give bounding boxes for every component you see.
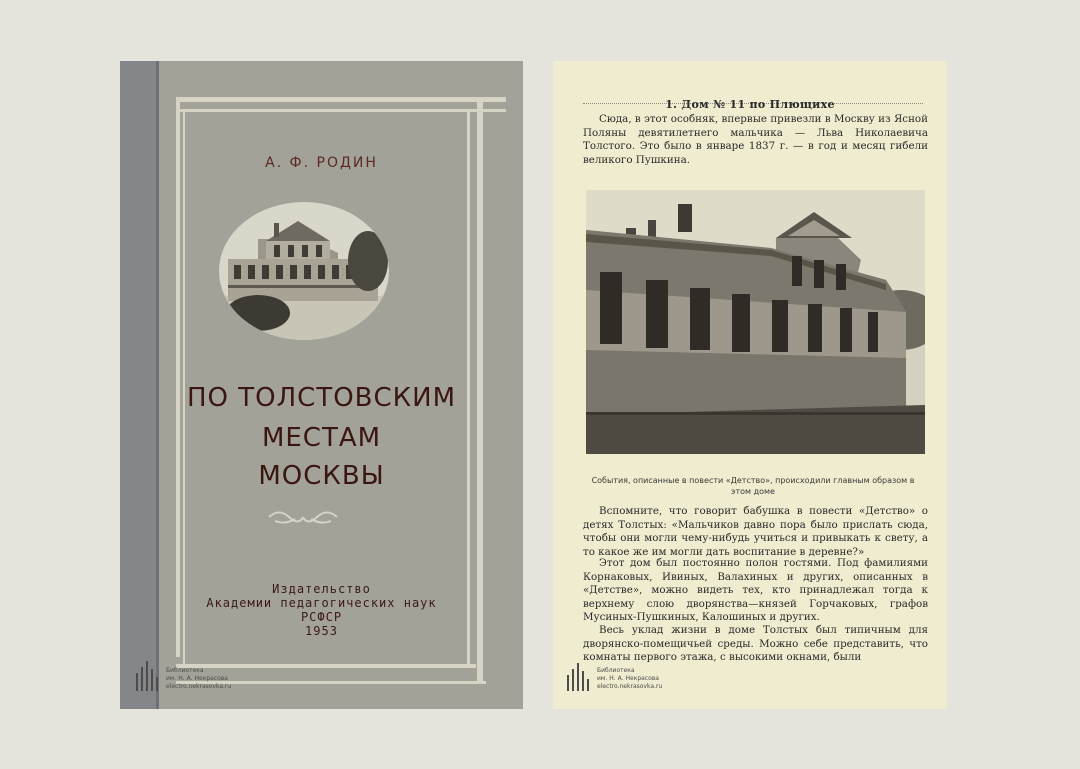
house-photo [586, 190, 925, 454]
book-cover [120, 61, 523, 709]
paragraph: Сюда, в этот особняк, впервые привезли в Москву из Ясной Поляны девятилетнего мальчика — Льва Николаевича Толстого. Это было в январе 1837 г. — в год и месяц гибели великого Пушкина. [583, 113, 928, 166]
paragraph: Этот дом был постоянно полон гостями. Под фамилиями Корнаковых, Ивиных, Валахиных и других, описанных в «Детстве», можно видеть тех, кто принадлежал тогда к верхнему слою дворянства—князей Горчаковых, графов Мусиных-Пушкиных, Калошиных и других. [583, 557, 928, 623]
cover-frame-line [176, 97, 180, 657]
library-logo-text: им. Н. А. Некрасова [597, 675, 659, 682]
cover-publisher-line: Издательство [272, 582, 371, 596]
paragraph: Вспомните, что говорит бабушка в повести «Детство» о детях Толстых: «Мальчиков давно пора было прислать сюда, чтобы они могли чему-нибудь учиться и привыкать к свету, а то какое же им могли дать воспитание в деревне?» [583, 505, 928, 558]
cover-title-line: МЕСТАМ [261, 423, 382, 453]
book-page [553, 61, 947, 709]
photo-caption: События, описанные в повести «Детство», происходили главным образом в этом доме [591, 476, 915, 496]
library-logo-text: Библиотека [597, 667, 635, 674]
cover-vignette-house-illustration [218, 201, 390, 341]
cover-title-line: МОСКВЫ [258, 461, 385, 491]
cover-ornament [265, 506, 341, 528]
cover-title-line: ПО ТОЛСТОВСКИМ [186, 383, 456, 413]
cover-author: А. Ф. РОДИН [265, 155, 378, 171]
page-heading: 1. Дом № 11 по Плющихе [665, 98, 835, 111]
library-logo-text: им. Н. А. Некрасова [166, 675, 228, 682]
cover-publisher-line: РСФСР [300, 610, 343, 624]
library-logo-text: Библиотека [166, 667, 204, 674]
cover-publisher-line: 1953 [305, 624, 338, 638]
cover-frame-line [176, 97, 506, 102]
library-logo-icon [136, 661, 158, 691]
cover-frame-line [176, 109, 506, 112]
library-logo-icon [567, 663, 589, 691]
paragraph: Весь уклад жизни в доме Толстых был типичным для дворянско-помещичьей среды. Можно себе представить, что комнаты первого этажа, с высокими окнами, были [583, 624, 928, 663]
library-logo-text: electro.nekrasovka.ru [597, 683, 663, 690]
library-logo-text: electro.nekrasovka.ru [166, 683, 232, 690]
library-logo [567, 663, 662, 691]
cover-publisher-line: Академии педагогических наук [206, 596, 437, 610]
library-logo [136, 661, 231, 691]
